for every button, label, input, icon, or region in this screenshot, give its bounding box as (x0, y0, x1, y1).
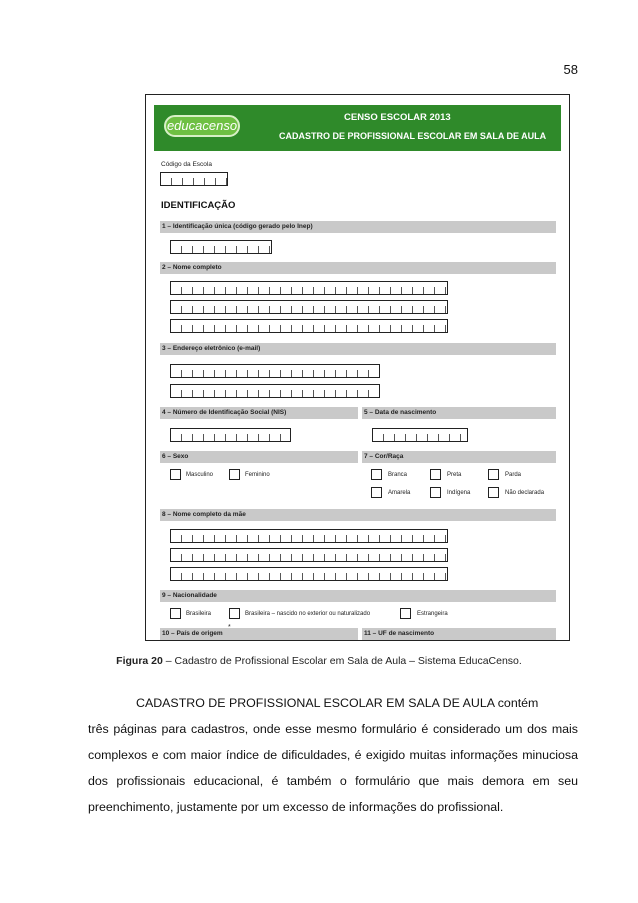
full-name-field-1[interactable] (170, 281, 448, 295)
body-paragraph (88, 690, 578, 820)
sex-masculino-checkbox[interactable] (170, 469, 181, 480)
form-banner (154, 105, 561, 151)
sex-feminino-label: Feminino (245, 472, 270, 478)
section-4-label: 4 – Número de Identificação Social (NIS) (162, 409, 287, 416)
country-required-marker: * (228, 624, 231, 631)
nationality-naturalizado-checkbox[interactable] (229, 608, 240, 619)
sex-masculino-label: Masculino (186, 472, 214, 478)
educacenso-logo: educacenso (164, 115, 240, 137)
section-11-label: 11 – UF de nascimento (364, 630, 435, 637)
identification-heading: IDENTIFICAÇÃO (161, 200, 236, 211)
figure-caption (0, 655, 638, 667)
nationality-estrangeira-checkbox[interactable] (400, 608, 411, 619)
nationality-brasileira-label: Brasileira (186, 611, 212, 617)
race-parda-label: Parda (505, 472, 522, 478)
section-6-label: 6 – Sexo (162, 453, 189, 460)
section-4-bar (160, 407, 358, 419)
section-3-label: 3 – Endereço eletrônico (e-mail) (162, 345, 261, 352)
full-name-field-2[interactable] (170, 300, 448, 314)
race-branca-checkbox[interactable] (371, 469, 382, 480)
section-1-bar (160, 221, 556, 233)
section-9-bar (160, 590, 556, 602)
banner-title: CENSO ESCOLAR 2013 (344, 112, 451, 123)
nationality-estrangeira-label: Estrangeira (417, 611, 448, 617)
page-number: 58 (563, 62, 578, 77)
section-7-label: 7 – Cor/Raça (364, 453, 404, 460)
inep-id-field[interactable] (170, 240, 272, 254)
section-3-bar (160, 343, 556, 355)
mother-name-field-1[interactable] (170, 529, 448, 543)
sex-feminino-checkbox[interactable] (229, 469, 240, 480)
race-preta-label: Preta (447, 472, 462, 478)
birth-date-field[interactable] (372, 428, 468, 442)
section-6-bar (160, 451, 358, 463)
section-8-bar (160, 509, 556, 521)
school-code-label: Código da Escola (161, 161, 212, 168)
nis-field[interactable] (170, 428, 291, 442)
mother-name-field-2[interactable] (170, 548, 448, 562)
caption-label: Figura 20 (116, 655, 163, 667)
section-5-label: 5 – Data de nascimento (364, 409, 437, 416)
school-code-field[interactable] (160, 172, 228, 186)
paragraph-rest: três páginas para cadastros, onde esse mesmo formulário é considerado um dos mais complexos e com maior índice de dificuldades, é exigido muitas informações minuciosa dos profissionais educacional, é também o formulário que mais demora em seu preenchimento, justamente por um excesso de informações do profissional. (88, 722, 578, 814)
form-figure (145, 94, 570, 641)
race-parda-checkbox[interactable] (488, 469, 499, 480)
section-2-bar (160, 262, 556, 274)
race-amarela-label: Amarela (388, 490, 411, 496)
section-8-label: 8 – Nome completo da mãe (162, 511, 246, 518)
mother-name-field-3[interactable] (170, 567, 448, 581)
section-1-label: 1 – Identificação única (código gerado pelo Inep) (162, 223, 313, 230)
banner-subtitle: CADASTRO DE PROFISSIONAL ESCOLAR EM SALA DE AULA (279, 131, 547, 141)
paragraph-first-line: CADASTRO DE PROFISSIONAL ESCOLAR EM SALA DE AULA contém (136, 696, 539, 710)
race-nao-declarada-label: Não declarada (505, 490, 545, 496)
email-field-1[interactable] (170, 364, 380, 378)
full-name-field-3[interactable] (170, 319, 448, 333)
race-nao-declarada-checkbox[interactable] (488, 487, 499, 498)
nationality-naturalizado-label: Brasileira – nascido no exterior ou naturalizado (245, 611, 371, 617)
section-11-bar (362, 628, 556, 640)
caption-text: – Cadastro de Profissional Escolar em Sala de Aula – Sistema EducaCenso. (162, 655, 522, 667)
section-10-bar (160, 628, 358, 640)
nationality-brasileira-checkbox[interactable] (170, 608, 181, 619)
section-2-label: 2 – Nome completo (162, 264, 222, 271)
section-5-bar (362, 407, 556, 419)
email-field-2[interactable] (170, 384, 380, 398)
section-9-label: 9 – Nacionalidade (162, 592, 217, 599)
race-indigena-label: Indígena (447, 490, 471, 496)
section-10-label: 10 – País de origem (162, 630, 223, 637)
race-preta-checkbox[interactable] (430, 469, 441, 480)
race-branca-label: Branca (388, 472, 408, 478)
race-indigena-checkbox[interactable] (430, 487, 441, 498)
race-amarela-checkbox[interactable] (371, 487, 382, 498)
section-7-bar (362, 451, 556, 463)
